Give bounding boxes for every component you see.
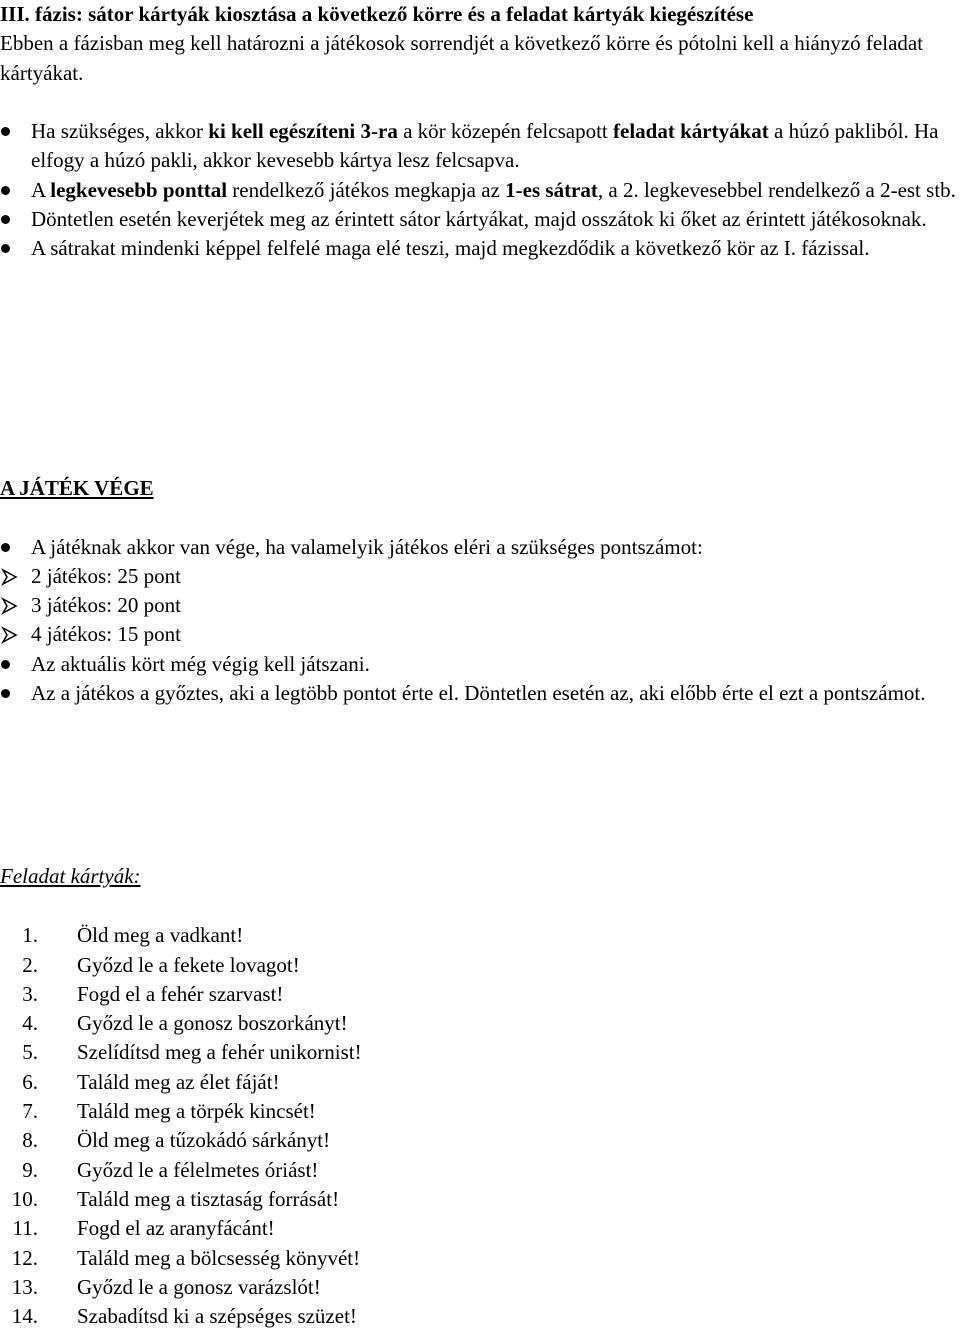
item-number: 11. <box>12 1216 38 1241</box>
score-text: 3 játékos: 20 pont <box>31 593 181 618</box>
item-number: 1. <box>22 923 38 948</box>
item-text: Győzd le a gonosz boszorkányt! <box>77 1011 348 1036</box>
item-text: Szabadítsd ki a szépséges szüzet! <box>77 1304 357 1329</box>
score-text: 2 játékos: 25 pont <box>31 563 181 588</box>
item-number: 5. <box>22 1040 38 1065</box>
bold-run: legkevesebb ponttal <box>50 177 228 202</box>
game-end-section <box>0 474 960 708</box>
text-run: a kör közepén felcsapott <box>397 119 613 144</box>
score-item <box>0 562 960 591</box>
task-card-item <box>0 921 960 950</box>
task-cards-section <box>0 862 960 1331</box>
text-run: rendelkező játékos megkapja az <box>227 177 506 202</box>
arrowhead-icon <box>0 620 22 649</box>
spacer <box>0 88 960 117</box>
item-text: Találd meg a bölcsesség könyvét! <box>77 1245 361 1270</box>
task-card-item <box>0 1302 960 1331</box>
task-card-item <box>0 1009 960 1038</box>
bullet-icon <box>1 186 10 195</box>
item-text: Fogd el az aranyfácánt! <box>77 1216 275 1241</box>
game-end-bullet-3 <box>0 679 960 708</box>
task-card-item <box>0 1068 960 1097</box>
item-text: Találd meg az élet fáját! <box>77 1069 280 1094</box>
task-cards-title: Feladat kártyák: <box>0 864 141 888</box>
bullet-icon <box>1 244 10 253</box>
spacer <box>0 503 960 532</box>
task-card-item <box>0 1214 960 1243</box>
item-text: Öld meg a vadkant! <box>77 923 244 948</box>
item-number: 9. <box>22 1157 38 1182</box>
bold-run: feladat kártyákat <box>613 119 769 144</box>
phase3-bullet-3 <box>0 205 960 234</box>
item-text: Találd meg a törpék kincsét! <box>77 1099 316 1124</box>
item-number: 10. <box>11 1186 38 1211</box>
phase3-bullet-1 <box>0 117 960 176</box>
score-sub-list <box>0 562 960 650</box>
item-text: Fogd el a fehér szarvast! <box>77 981 284 1006</box>
game-end-bullet-2 <box>0 650 960 679</box>
text-run: A sátrakat mindenki képpel felfelé maga elé teszi, majd megkezdődik a következő kör az I. fázissal. <box>31 236 870 261</box>
task-cards-list <box>0 921 960 1331</box>
phase3-section <box>0 0 960 264</box>
bullet-icon <box>1 127 10 136</box>
phase3-intro: Ebben a fázisban meg kell határozni a játékosok sorrendjét a következő körre és pótolni kell a hiányzó feladat kártyákat. <box>0 31 924 85</box>
game-end-title: A JÁTÉK VÉGE <box>0 476 154 500</box>
game-end-bullet-1 <box>0 533 960 562</box>
task-card-item <box>0 1038 960 1067</box>
item-text: Győzd le a gonosz varázslót! <box>77 1274 321 1299</box>
text-run: a húzó pakliból. Ha elfogy a húzó pakli, akkor kevesebb kártya lesz felcsapva. <box>31 119 939 173</box>
text-run: A játéknak akkor van vége, ha valamelyik játékos eléri a szükséges pontszámot: <box>31 534 703 559</box>
item-number: 7. <box>22 1099 38 1124</box>
item-text: Szelídítsd meg a fehér unikornist! <box>77 1040 362 1065</box>
bold-run: 1-es sátrat <box>505 177 598 202</box>
score-item <box>0 620 960 649</box>
score-text: 4 játékos: 15 pont <box>31 622 181 647</box>
task-card-item <box>0 1244 960 1273</box>
item-text: Öld meg a tűzokádó sárkányt! <box>77 1128 331 1153</box>
arrowhead-icon <box>0 562 22 591</box>
task-card-item <box>0 1126 960 1155</box>
bullet-icon <box>1 543 10 552</box>
bullet-icon <box>1 660 10 669</box>
game-end-bullet-list-2 <box>0 650 960 709</box>
bold-run: ki kell egészíteni 3-ra <box>208 119 398 144</box>
item-number: 12. <box>11 1245 38 1270</box>
task-card-item <box>0 980 960 1009</box>
item-number: 13. <box>11 1274 38 1299</box>
text-run: A <box>31 177 51 202</box>
arrowhead-icon <box>0 591 22 620</box>
item-number: 6. <box>22 1069 38 1094</box>
phase3-bullet-list <box>0 117 960 263</box>
item-text: Találd meg a tisztaság forrását! <box>77 1186 340 1211</box>
item-text: Győzd le a fekete lovagot! <box>77 952 300 977</box>
item-text: Győzd le a félelmetes óriást! <box>77 1157 319 1182</box>
game-end-bullet-list <box>0 533 960 562</box>
item-number: 2. <box>22 952 38 977</box>
task-card-item <box>0 1185 960 1214</box>
phase3-bullet-4 <box>0 234 960 263</box>
text-run: Ha szükséges, akkor <box>31 119 209 144</box>
bullet-icon <box>1 215 10 224</box>
score-item <box>0 591 960 620</box>
item-number: 3. <box>22 981 38 1006</box>
text-run: Döntetlen esetén keverjétek meg az érintett sátor kártyákat, majd osszátok ki őket az érintett játékosoknak. <box>31 207 927 232</box>
task-card-item <box>0 951 960 980</box>
task-card-item <box>0 1156 960 1185</box>
task-card-item <box>0 1097 960 1126</box>
task-card-item <box>0 1273 960 1302</box>
text-run: , a 2. legkevesebbel rendelkező a 2-est stb. <box>597 177 956 202</box>
phase3-title: III. fázis: sátor kártyák kiosztása a következő körre és a feladat kártyák kiegészítése <box>0 2 754 26</box>
item-number: 4. <box>22 1011 38 1036</box>
phase3-bullet-2 <box>0 176 960 205</box>
text-run: Az aktuális kört még végig kell játszani. <box>31 651 370 676</box>
spacer <box>0 891 960 921</box>
item-number: 14. <box>11 1304 38 1329</box>
item-number: 8. <box>22 1128 38 1153</box>
bullet-icon <box>1 689 10 698</box>
text-run: Az a játékos a győztes, aki a legtöbb pontot érte el. Döntetlen esetén az, aki előbb érte el ezt a pontszámot. <box>31 681 926 706</box>
